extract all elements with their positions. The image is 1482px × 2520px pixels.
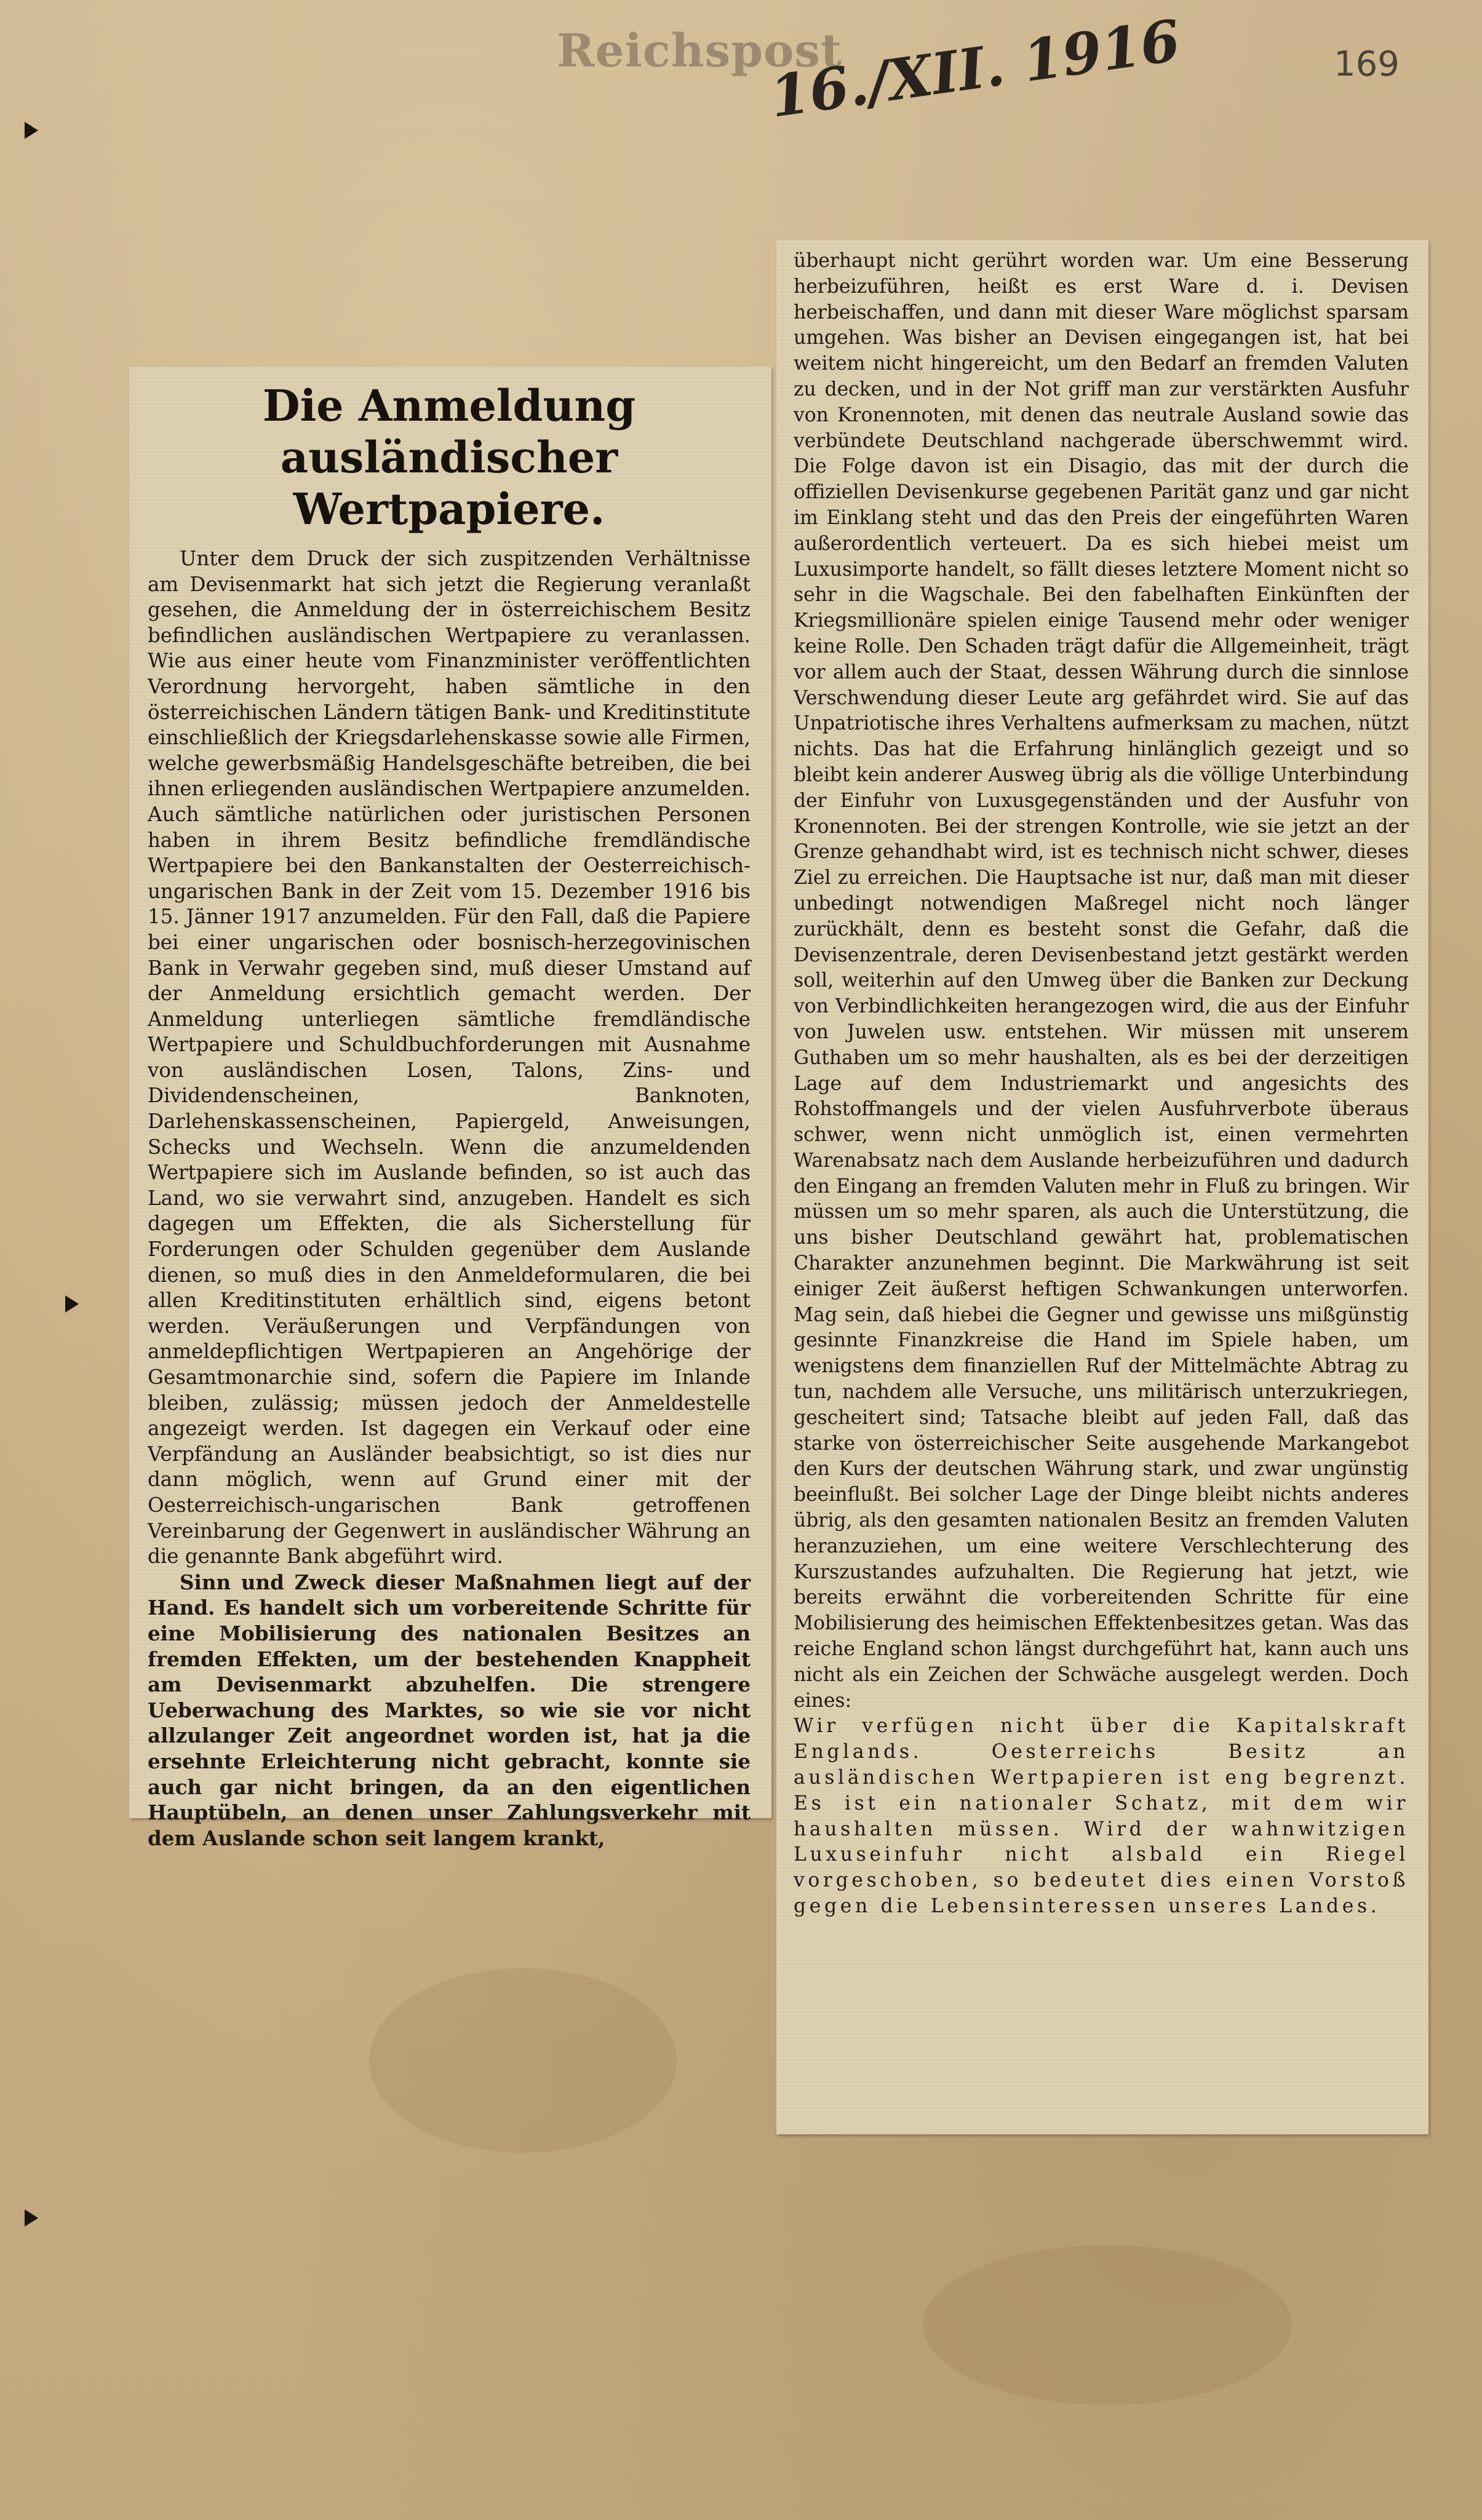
article-clipping-right — [776, 240, 1428, 2134]
article-closing-emphasis: Wir verfügen nicht über die Kapitalskraft Englands. Oesterreichs Besitz an ausländischen Wertpapieren ist eng begrenzt. Es ist ein nationaler Schatz, mit dem wir haushalten müssen. Wird der wahnwitzigen Luxuseinfuhr nicht alsbald ein Riegel vorgeschoben, so bedeutet dies einen Vorstoß gegen die Lebensinteressen unseres Landes. — [794, 1715, 1409, 1917]
article-clipping-left — [129, 367, 771, 1850]
paper-stain — [923, 2245, 1292, 2405]
article-paragraph: Unter dem Druck der sich zuspitzenden Verhältnisse am Devisenmarkt hat sich jetzt die Regierung veranlaßt gesehen, die Anmeldung der in österreichischem Besitz befindlichen ausländischen Wertpapiere zu veranlassen. Wie aus einer heute vom Finanzminister veröffentlichten Verordnung hervorgeht, haben sämtliche in den österreichischen Ländern tätigen Bank- und Kreditinstitute einschließlich der Kriegsdarlehenskasse sowie alle Firmen, welche gewerbsmäßig Handelsgeschäfte betreiben, die bei ihnen erliegenden ausländischen Wertpapiere anzumelden. Auch sämtliche natürlichen oder juristischen Personen haben in ihrem Besitz befindliche fremdländische Wertpapiere bei den Bankanstalten der Oesterreichisch-ungarischen Bank in der Zeit vom 15. Dezember 1916 bis 15. Jänner 1917 anzumelden. Für den Fall, daß die Papiere bei einer ungarischen oder bosnisch-herzegovinischen Bank in Verwahr gegeben sind, muß dieser Umstand auf der Anmeldung ersichtlich gemacht werden. Der Anmeldung unterliegen sämtliche fremdländische Wertpapiere und Schuldbuchforderungen mit Ausnahme von ausländischen Losen, Talons, Zins- und Dividendenscheinen, Banknoten, Darlehenskassenscheinen, Papiergeld, Anweisungen, Schecks und Wechseln. Wenn die anzumeldenden Wertpapiere sich im Auslande befinden, so ist auch das Land, wo sie verwahrt sind, anzugeben. Handelt es sich dagegen um Effekten, die als Sicherstellung für Forderungen oder Schulden gegenüber dem Auslande dienen, so muß dies in den Anmeldeformularen, die bei allen Kreditinstituten erhältlich sind, eigens betont werden. Veräußerungen und Verpfändungen von anmeldepflichtigen Wertpapieren an Angehörige der Gesamtmonarchie sind, sofern die Papiere im Inlande bleiben, zulässig; müssen jedoch der Anmeldestelle angezeigt werden. Ist dagegen ein Verkauf oder eine Verpfändung an Ausländer beabsichtigt, so ist dies nur dann möglich, wenn auf Grund einer mit der Oesterreichisch-ungarischen Bank getroffenen Vereinbarung der Gegenwert in ausländischer Währung an die genannte Bank abgeführt wird. — [148, 547, 751, 1568]
handwritten-page-number: 169 — [1334, 44, 1400, 84]
article-paragraph: überhaupt nicht gerührt worden war. Um eine Besserung herbeizuführen, heißt es erst Ware d. i. Devisen herbeischaffen, und dann mit dieser Ware möglichst sparsam umgehen. Was bisher an Devisen eingegangen ist, hat bei weitem nicht hingereicht, um den Bedarf an fremden Valuten zu decken, und in der Not griff man zur verstärkten Ausfuhr von Kronennoten, mit denen das neutrale Ausland sowie das verbündete Deutschland nachgerade überschwemmt wird. Die Folge davon ist ein Disagio, das mit der durch die offiziellen Devisenkurse gegebenen Parität ganz und gar nicht im Einklang steht und das den Preis der eingeführten Waren außerordentlich verteuert. Da es sich hiebei meist um Luxusimporte handelt, so fällt dieses letztere Moment nicht so sehr in die Wagschale. Bei den fabelhaften Einkünften der Kriegsmillionäre spielen einige Tausend mehr oder weniger keine Rolle. Den Schaden trägt dafür die Allgemeinheit, trägt vor allem auch der Staat, dessen Währung durch die sinnlose Verschwendung dieser Leute arg gefährdet wird. Sie auf das Unpatriotische ihres Verhaltens aufmerksam zu machen, nützt nichts. Das hat die Erfahrung hinlänglich gezeigt und so bleibt kein anderer Ausweg übrig als die völlige Unterbindung der Einfuhr von Luxusgegenständen und der Ausfuhr von Kronennoten. Bei der strengen Kontrolle, wie sie jetzt an der Grenze gehandhabt wird, ist es technisch nicht schwer, dieses Ziel zu erreichen. Die Hauptsache ist nur, daß man mit dieser unbedingt notwendigen Maßregel nicht noch länger zurückhält, denn es besteht sonst die Gefahr, daß die Devisenzentrale, deren Devisenbestand jetzt gestärkt werden soll, weiterhin auf den Umweg über die Banken zur Deckung von Verbindlichkeiten herangezogen wird, die aus der Einfuhr von Juwelen usw. entstehen. Wir müssen mit unserem Guthaben um so mehr haushalten, als es bei der derzeitigen Lage auf dem Industriemarkt und angesichts des Rohstoffmangels und der vielen Ausfuhrverbote überaus schwer, wenn nicht unmöglich ist, einen vermehrten Warenabsatz nach dem Auslande herbeizuführen und dadurch den Eingang an fremden Valuten mehr in Fluß zu bringen. Wir müssen um so mehr sparen, als auch die Unterstützung, die uns bisher Deutschland gewährt hat, problematischen Charakter anzunehmen beginnt. Die Markwährung ist seit einiger Zeit äußerst heftigen Schwankungen unterworfen. Mag sein, daß hiebei die Gegner und gewisse uns mißgünstig gesinnte Finanzkreise die Hand im Spiele haben, um wenigstens dem finanziellen Ruf der Mittelmächte Abtrag zu tun, nachdem alle Versuche, uns militärisch unterzukriegen, gescheitert sind; Tatsache bleibt auf jeden Fall, daß das starke von österreichischer Seite ausgehende Markangebot den Kurs der deutschen Währung stark, und zwar ungünstig beeinflußt. Bei solcher Lage der Dinge bleibt nichts anderes übrig, als den gesamten nationalen Besitz an fremden Valuten heranzuziehen, um eine weitere Verschlechterung des Kurszustandes aufzuhalten. Die Regierung hat jetzt, wie bereits erwähnt die vorbereitenden Schritte für eine Mobilisierung des heimischen Effektenbesitzes getan. Was das reiche England schon längst durchgeführt hat, kann auch uns nicht als ein Zeichen der Schwäche ausgelegt werden. Doch eines: — [794, 250, 1409, 1712]
handwritten-date: 16./XII. 1916 — [766, 7, 1184, 130]
punch-hole-mark — [65, 1295, 79, 1313]
punch-hole-mark — [25, 2209, 38, 2227]
paper-stain — [369, 1968, 677, 2153]
article-paragraph: Sinn und Zweck dieser Maßnahmen liegt auf der Hand. Es handelt sich um vorbereitende Schritte für eine Mobilisierung des nationalen Besitzes an fremden Effekten, um der bestehenden Knappheit am Devisenmarkt abzuhelfen. Die strengere Ueberwachung des Marktes, so wie sie vor nicht allzulanger Zeit angeordnet worden ist, hat ja die ersehnte Erleichterung nicht gebracht, konnte sie auch gar nicht bringen, da an den eigentlichen Hauptübeln, an denen unser Zahlungsverkehr mit dem Auslande schon seit langem krankt, — [148, 1570, 751, 1850]
article-title: Die Anmeldung ausländischer Wertpapiere. — [262, 380, 636, 535]
newspaper-stamp: Reichspost — [557, 25, 843, 78]
punch-hole-mark — [25, 122, 38, 139]
